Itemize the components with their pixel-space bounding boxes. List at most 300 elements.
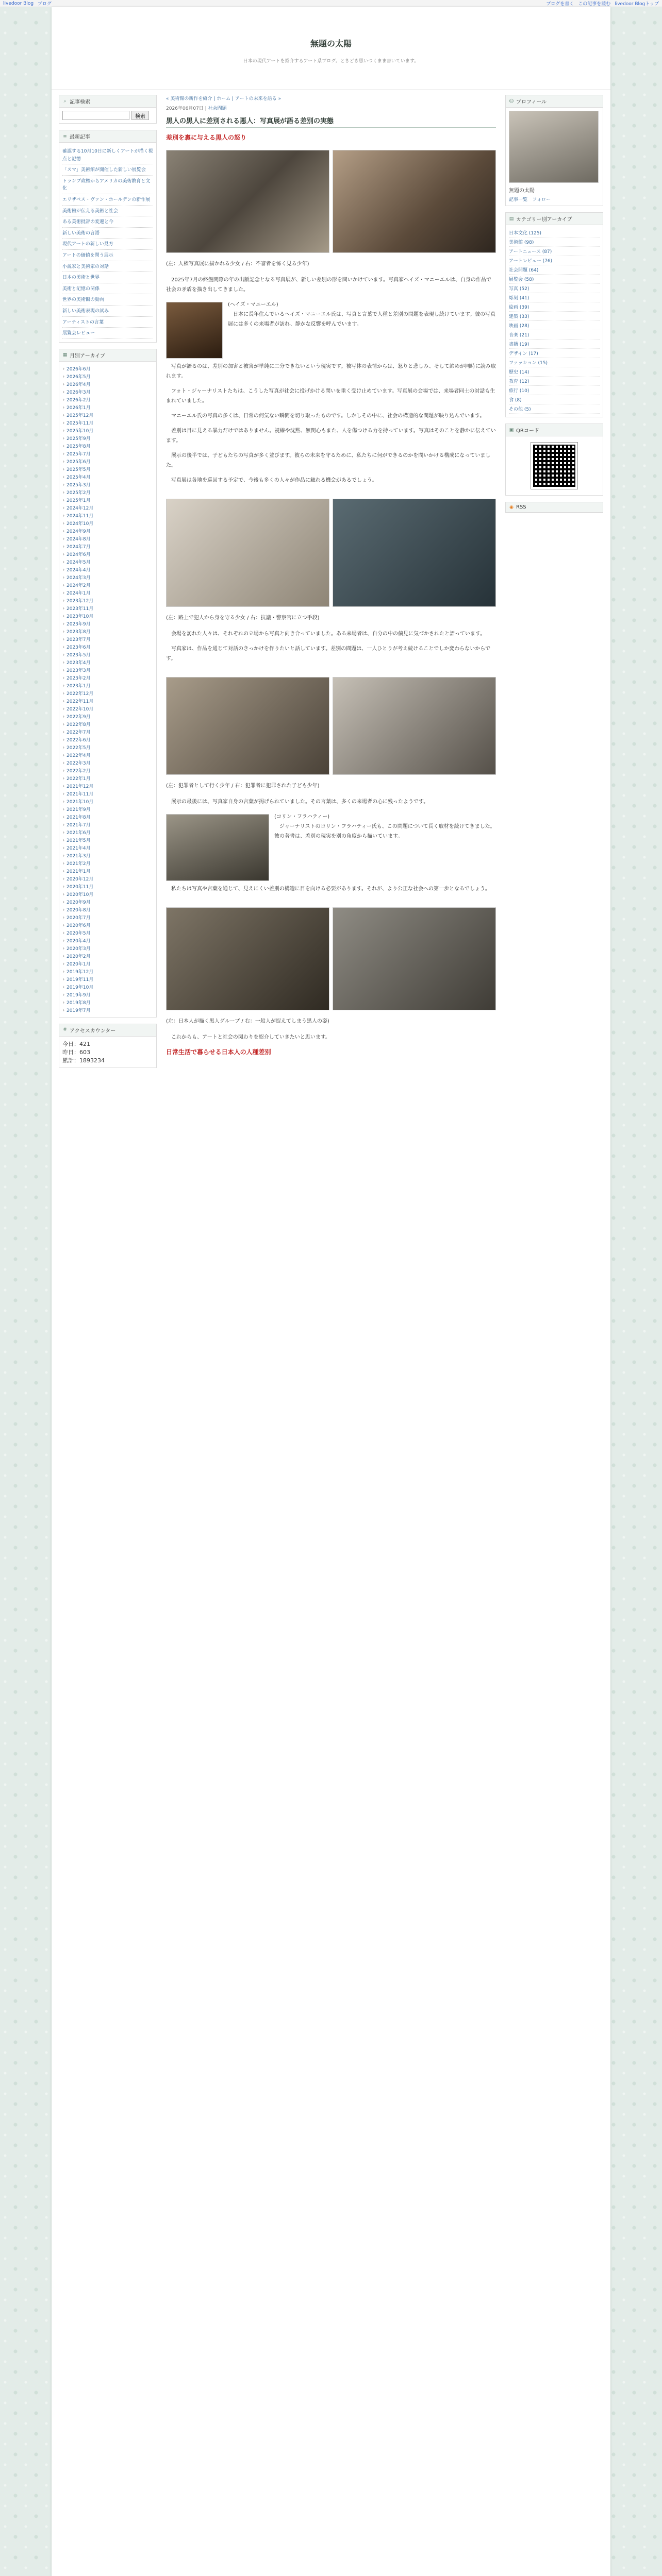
category-link[interactable]: 社会問題 (64) [509,268,539,273]
category-link[interactable]: デザイン (17) [509,351,538,357]
list-item [62,697,153,705]
category-link[interactable]: 展覧会 (58) [509,277,534,282]
archive-month-link[interactable]: 2022年7月 [67,730,91,735]
counter-box [59,1024,157,1068]
archive-title: 月別アーカイブ [70,353,105,359]
archive-month-link[interactable]: 2023年6月 [67,645,91,650]
archive-month-link[interactable]: 2021年1月 [67,869,91,874]
list-item [62,396,153,403]
archive-month-link[interactable]: 2020年5月 [67,930,91,936]
list-item [62,535,153,543]
calendar-icon: ▦ [62,352,68,358]
photo-row-2 [166,496,496,610]
paragraph: 2025年7月の終盤間際の年の出版記念となる写真展が、新しい差別の形を問いかけています。写真家ヘイズ・マニーエルは、自身の作品で社会の矛盾を描き出してきました。 [166,277,491,293]
category-link[interactable]: 歴史 (14) [509,370,529,375]
photo-protest [333,499,496,607]
list-item [62,836,153,844]
caption-1: (左：人権写真展に描かれる少女 / 右：不審者を怖く見る少年) [166,261,309,267]
list-item [62,805,153,813]
archive-month-link[interactable]: 2023年12月 [67,598,94,604]
blog-header [52,7,610,90]
entry-navigation[interactable]: « 美術館の新作を紹介 | ホーム | アートの未来を語る » [166,96,281,101]
list-item [62,294,153,306]
list-item [62,612,153,620]
archive-month-link[interactable]: 2024年10月 [67,521,94,527]
category-link[interactable]: アートレビュー (76) [509,259,553,264]
photo-row-4 [166,904,496,1013]
closing-heading: 日常生活で暮らせる日本人の人種差別 [166,1048,271,1056]
category-list [509,228,600,414]
archive-month-link[interactable]: 2022年6月 [67,737,91,743]
archive-month-link[interactable]: 2025年3月 [67,482,91,488]
write-blog-link[interactable]: ブログを書く [546,2,574,7]
archive-month-link[interactable]: 2024年8月 [67,536,91,542]
archive-month-link[interactable]: 2024年1月 [67,590,91,596]
archive-month-link[interactable]: 2019年12月 [67,969,94,975]
person-icon: ☺ [509,98,514,104]
archive-month-link[interactable]: 2023年1月 [67,683,91,689]
category-link[interactable]: その他 (5) [509,407,531,412]
paragraph: これからも、アートと社会の関わりを紹介していきたいと思います。 [171,1035,330,1040]
profile-title: プロフィール [516,99,547,105]
list-item [62,821,153,828]
entry-title[interactable]: 黒人の黒人に差別される悪人：写真展が語る差別の実態 [166,113,496,128]
list-item [62,176,153,194]
archive-month-link[interactable]: 2025年12月 [67,413,94,418]
list-item [62,543,153,550]
counter-today: 今日：421 [62,1040,90,1047]
list-item [62,283,153,295]
archive-month-link[interactable]: 2021年5月 [67,838,91,843]
list-item [62,937,153,944]
qr-title: QRコード [516,428,539,434]
archive-month-link[interactable]: 2025年2月 [67,490,91,496]
caption-3: (左：犯罪者として行く少年 / 右：犯罪者に犯罪された子ども少年) [166,783,320,789]
list-item [62,728,153,736]
recent-entry-link[interactable]: 新しい美術表現の試み [62,308,109,314]
photo-portrait-maniel [166,302,223,359]
archive-month-link[interactable]: 2019年11月 [67,977,94,982]
photo-street-girl [166,499,329,607]
category-link[interactable]: 旅行 (10) [509,388,529,394]
search-icon: ⌕ [63,98,67,104]
list-item [62,883,153,890]
list-item [62,689,153,697]
list-item [509,238,600,247]
archive-month-link[interactable]: 2026年1月 [67,405,91,411]
list-item [62,566,153,573]
list-item [62,488,153,496]
list-item [62,558,153,566]
read-article-link[interactable]: この記事を読む [578,2,611,7]
archive-month-link[interactable]: 2022年4月 [67,753,91,758]
archive-month-link[interactable]: 2022年2月 [67,768,91,774]
float-heading: (コリン・フラハティー) [274,814,330,820]
list-item [62,983,153,991]
photo-child [333,677,496,775]
photo-crowd [333,907,496,1010]
list-item [62,604,153,612]
list-item [62,403,153,411]
list-item [62,573,153,581]
archive-month-link[interactable]: 2020年10月 [67,892,94,897]
rss-box [505,502,603,513]
recent-entry-link[interactable]: エリザベス・ヴァン・ホールデンの新作展 [62,197,151,202]
qr-box [505,423,603,496]
recent-entries-title: 最新記事 [70,134,90,140]
archive-month-link[interactable]: 2026年5月 [67,374,91,380]
category-link[interactable]: 食 (8) [509,398,522,403]
archive-month-link[interactable]: 2023年10月 [67,614,94,619]
archive-month-link[interactable]: 2025年8月 [67,444,91,449]
list-item [62,388,153,396]
left-sidebar [59,95,157,1074]
qr-code [531,443,577,489]
list-item [62,952,153,960]
recent-entry-link[interactable]: 美術館が伝える美術と社会 [62,208,119,214]
photo-young-man [166,677,329,775]
recent-entry-link[interactable]: トランプ政権からアメリカの美術教育と文化 [62,178,151,192]
category-link[interactable]: 建築 (33) [509,314,529,319]
archive-month-link[interactable]: 2020年6月 [67,923,91,928]
list-item [62,473,153,481]
entry-category-link[interactable]: 社会問題 [208,106,227,111]
list-item [509,247,600,256]
archive-month-link[interactable]: 2020年4月 [67,938,91,944]
list-item [62,496,153,504]
archive-month-link[interactable]: 2024年3月 [67,575,91,581]
list-item [62,782,153,790]
livedoor-brand-link[interactable]: livedoor Blog [3,1,34,6]
list-item [62,743,153,751]
list-item [62,991,153,998]
archive-month-link[interactable]: 2025年5月 [67,467,91,472]
archive-month-link[interactable]: 2024年6月 [67,552,91,557]
list-item [62,239,153,250]
recent-entry-link[interactable]: 小説家と美術家の対話 [62,264,109,269]
recent-entry-link[interactable]: 新しい美術の言語 [62,230,100,236]
list-item [62,968,153,975]
list-item [62,720,153,728]
list-item [62,589,153,597]
archive-month-link[interactable]: 2022年9月 [67,714,91,720]
archive-month-link[interactable]: 2022年12月 [67,691,94,697]
recent-entry-link[interactable]: 美術と記憶の関係 [62,286,100,292]
main-content [166,95,496,1074]
list-item [62,216,153,228]
paragraph: 差別は目に見える暴力だけではありません。視線や沈黙、無関心もまた、人を傷つける力を持っています。写真はそのことを静かに伝えています。 [166,428,496,444]
list-item [62,442,153,450]
archive-month-link[interactable]: 2022年5月 [67,745,91,751]
archive-month-link[interactable]: 2021年7月 [67,822,91,828]
archive-month-link[interactable]: 2026年6月 [67,366,91,372]
profile-entries-link[interactable]: 記事一覧 [509,197,528,202]
archive-month-link[interactable]: 2024年11月 [67,513,94,519]
list-item [62,790,153,798]
profile-box [505,95,603,206]
archive-month-link[interactable]: 2020年11月 [67,884,94,890]
archive-month-link[interactable]: 2026年3月 [67,389,91,395]
entry-date: 2026年06月07日 [166,106,204,111]
archive-month-link[interactable]: 2023年8月 [67,629,91,635]
category-link[interactable]: 書籍 (19) [509,342,529,347]
archive-month-link[interactable]: 2021年2月 [67,861,91,867]
recent-entries-box [59,130,157,343]
list-item [62,828,153,836]
rss-title[interactable]: RSS [516,504,526,510]
archive-month-link[interactable]: 2025年1月 [67,498,91,503]
paragraph: 写真が語るのは、差別の加害と被害が単純に二分できないという現実です。被写体の表情からは、怒りと悲しみ、そして諦めが同時に読み取れます。 [166,364,496,379]
photo-row-3 [166,674,496,778]
archive-month-link[interactable]: 2025年7月 [67,451,91,457]
archive-month-link[interactable]: 2023年7月 [67,637,91,642]
list-item [62,658,153,666]
list-item [62,674,153,682]
list-item [62,228,153,239]
livedoor-top-link[interactable]: livedoor Blogトップ [615,2,659,7]
category-link[interactable]: 写真 (52) [509,286,529,292]
category-link[interactable]: 教育 (12) [509,379,529,384]
profile-name: 無題の太陽 [509,188,535,194]
list-item [62,328,153,339]
list-item [62,411,153,419]
archive-month-link[interactable]: 2023年11月 [67,606,94,612]
blog-link[interactable]: ブログ [38,2,52,7]
list-item [62,427,153,434]
list-item [62,628,153,635]
list-item [62,705,153,713]
category-link[interactable]: 音楽 (21) [509,333,529,338]
list-item [509,293,600,302]
archive-month-link[interactable]: 2023年2月 [67,675,91,681]
list-item [62,1006,153,1014]
photo-boy [333,150,496,253]
recent-entry-link[interactable]: ある美術批評の変遷と今 [62,219,114,225]
list-item [62,975,153,983]
list-item [62,643,153,651]
archive-month-link[interactable]: 2023年3月 [67,668,91,673]
archive-month-link[interactable]: 2019年9月 [67,992,91,998]
list-item [62,913,153,921]
blog-page [52,7,610,2576]
qr-icon: ▣ [509,427,514,433]
list-item [62,751,153,759]
archive-month-link[interactable]: 2023年5月 [67,652,91,658]
archive-month-link[interactable]: 2019年8月 [67,1000,91,1006]
list-item [62,736,153,743]
archive-month-link[interactable]: 2021年9月 [67,807,91,812]
list-item [509,284,600,293]
category-link[interactable]: アートニュース (87) [509,249,552,255]
list-item [62,635,153,643]
archive-month-link[interactable]: 2025年4月 [67,474,91,480]
list-icon: ≡ [63,133,67,139]
archive-month-link[interactable]: 2023年9月 [67,621,91,627]
right-sidebar [505,95,603,1074]
list-item [509,330,600,340]
list-item [509,377,600,386]
list-item [62,519,153,527]
paragraph: 写真展は各地を巡回する予定で、今後も多くの人々が作品に触れる機会があるでしょう。 [171,478,377,483]
list-item [62,380,153,388]
caption-2: (左：路上で犯人から身を守る少女 / 右：抗議・警察官に立つ手段) [166,615,320,621]
archive-month-link[interactable]: 2023年4月 [67,660,91,666]
paragraph: 展示の後半では、子どもたちの写真が多く並びます。彼らの未来を守るために、私たちに何ができるのかを問いかける構成になっていました。 [166,453,491,468]
list-item [62,906,153,913]
list-item [62,206,153,217]
recent-entry-link[interactable]: 世界の美術館の動向 [62,297,105,303]
archive-month-link[interactable]: 2024年7月 [67,544,91,550]
archive-month-link[interactable]: 2024年4月 [67,567,91,573]
list-item [62,450,153,457]
list-item [62,813,153,821]
list-item [509,312,600,321]
recent-entry-link[interactable]: 確認する10月10日に新しくアートが描く視点と記憶 [62,149,153,162]
archive-month-link[interactable]: 2026年2月 [67,397,91,403]
recent-entry-link[interactable]: アーティストの言葉 [62,319,104,325]
list-item [509,386,600,395]
list-item [62,666,153,674]
folder-icon: ▤ [509,216,514,222]
photo-row-1 [166,147,496,256]
paragraph: マニーエル氏の写真の多くは、日常の何気ない瞬間を切り取ったものです。しかしその中に、社会の構造的な問題が映り込んでいます。 [171,413,485,419]
recent-entries-list [62,146,153,339]
paragraph: 写真家は、作品を通じて対話のきっかけを作りたいと話しています。差別の問題は、一人ひとりが考え続けることでしか変わらないからです。 [166,646,491,662]
archive-month-link[interactable]: 2021年10月 [67,799,94,805]
recent-entry-link[interactable]: 日本の美術と世界 [62,275,100,281]
list-item [62,527,153,535]
archive-month-link[interactable]: 2024年5月 [67,560,91,565]
archive-month-link[interactable]: 2022年3月 [67,760,91,766]
list-item [62,767,153,774]
archive-month-link[interactable]: 2025年6月 [67,459,91,465]
list-item [62,465,153,473]
list-item [62,504,153,512]
list-item [62,306,153,317]
list-item [62,682,153,689]
recent-entry-link[interactable]: 現代アートの新しい見方 [62,242,113,247]
list-item [509,349,600,358]
list-item [509,404,600,414]
archive-month-link[interactable]: 2021年3月 [67,853,91,859]
search-button[interactable]: 検索 [131,111,149,120]
archive-month-link[interactable]: 2019年7月 [67,1008,91,1013]
recent-entry-link[interactable]: 「スマ」美術館が開催した新しい展覧会 [62,167,146,173]
archive-month-link[interactable]: 2022年8月 [67,722,91,727]
recent-entry-link[interactable]: 展覧会レビュー [62,331,95,336]
archive-month-link[interactable]: 2022年10月 [67,706,94,712]
list-item [62,512,153,519]
archive-month-link[interactable]: 2021年6月 [67,830,91,836]
archive-month-link[interactable]: 2020年7月 [67,915,91,921]
archive-month-link[interactable]: 2025年10月 [67,428,94,434]
category-link[interactable]: 美術館 (98) [509,240,534,245]
list-item [509,340,600,349]
paragraph: フォト・ジャーナリストたちは、こうした写真が社会に投げかける問いを重く受け止めています。写真展の会場では、来場者同士の対話も生まれていました。 [166,388,495,404]
profile-follow-link[interactable]: フォロー [532,197,551,202]
blog-description: 日本の現代アートを紹介するアート系ブログ。ときどき思いつくまま書いています。 [243,59,419,64]
archive-box [59,349,157,1018]
archive-month-link[interactable]: 2020年1月 [67,961,91,967]
archive-month-link[interactable]: 2021年8月 [67,815,91,820]
blog-title[interactable]: 無題の太陽 [310,39,352,48]
category-link[interactable]: 日本文化 (125) [509,231,542,236]
list-item [62,859,153,867]
photo-group [166,907,329,1010]
paragraph: 展示の最後には、写真家自身の言葉が掲げられていました。その言葉は、多くの来場者の心に残ったようです。 [171,799,429,805]
archive-month-link[interactable]: 2025年11月 [67,420,94,426]
list-item [509,265,600,275]
category-title: カテゴリー別アーカイブ [516,217,572,223]
archive-month-link[interactable]: 2021年12月 [67,784,94,789]
search-box-title: 記事検索 [70,99,90,105]
list-item [62,372,153,380]
archive-month-link[interactable]: 2024年9月 [67,529,91,534]
list-item [62,434,153,442]
photo-portrait-flaherty [166,814,269,881]
list-item [62,852,153,859]
search-box [59,95,157,124]
list-item [509,358,600,367]
archive-month-link[interactable]: 2021年4月 [67,845,91,851]
archive-month-link[interactable]: 2022年1月 [67,776,91,782]
archive-month-link[interactable]: 2020年3月 [67,946,91,952]
category-link[interactable]: 映画 (28) [509,324,529,329]
livedoor-topbar [0,0,662,7]
list-item [62,867,153,875]
list-item [62,651,153,658]
list-item [509,275,600,284]
archive-month-link[interactable]: 2020年9月 [67,900,91,905]
list-item [62,272,153,283]
archive-month-link[interactable]: 2021年11月 [67,791,94,797]
intro-heading: (ヘイズ・マニーエル) [228,302,278,308]
archive-month-link[interactable]: 2020年12月 [67,876,94,882]
recent-entry-link[interactable]: アートの価値を問う展示 [62,252,113,258]
archive-month-link[interactable]: 2025年9月 [67,436,91,442]
entry-subtitle: 差別を裏に与える黒人の怒り [166,134,247,141]
list-item [509,367,600,377]
counter-icon: # [63,1027,67,1033]
list-item [62,261,153,273]
list-item [509,228,600,238]
paragraph: ジャーナリストのコリン・フラハティー氏も、この問題について長く取材を続けてきました。彼の著書は、差別の現実を別の角度から描いています。 [274,824,495,839]
category-link[interactable]: ファッション (15) [509,361,548,366]
counter-total: 累計：1893234 [62,1057,105,1064]
list-item [509,321,600,330]
archive-month-link[interactable]: 2020年8月 [67,907,91,913]
category-link[interactable]: 彫刻 (41) [509,296,529,301]
archive-month-link[interactable]: 2022年11月 [67,699,94,704]
rss-icon: ◉ [509,504,514,510]
category-link[interactable]: 絵画 (39) [509,305,529,310]
archive-month-link[interactable]: 2024年12月 [67,505,94,511]
paragraph: 会場を訪れた人々は、それぞれの立場から写真と向き合っていました。ある来場者は、自分の中の偏見に気づかされたと語っています。 [171,631,486,637]
photo-girl [166,150,329,253]
list-item [62,419,153,427]
list-item [62,774,153,782]
search-input[interactable] [62,111,129,120]
archive-month-link[interactable]: 2024年2月 [67,583,91,588]
paragraph: 日本に長年住んでいるヘイズ・マニーエル氏は、写真と言葉で人種と差別の問題を表現し続けています。彼の写真展には多くの来場者が訪れ、静かな反響を呼んでいます。 [228,312,496,327]
list-item [62,875,153,883]
archive-month-link[interactable]: 2019年10月 [67,985,94,990]
category-box [505,212,603,417]
archive-month-link[interactable]: 2026年4月 [67,382,91,387]
profile-photo[interactable] [509,111,599,183]
archive-month-link[interactable]: 2020年2月 [67,954,91,959]
list-item [62,620,153,628]
